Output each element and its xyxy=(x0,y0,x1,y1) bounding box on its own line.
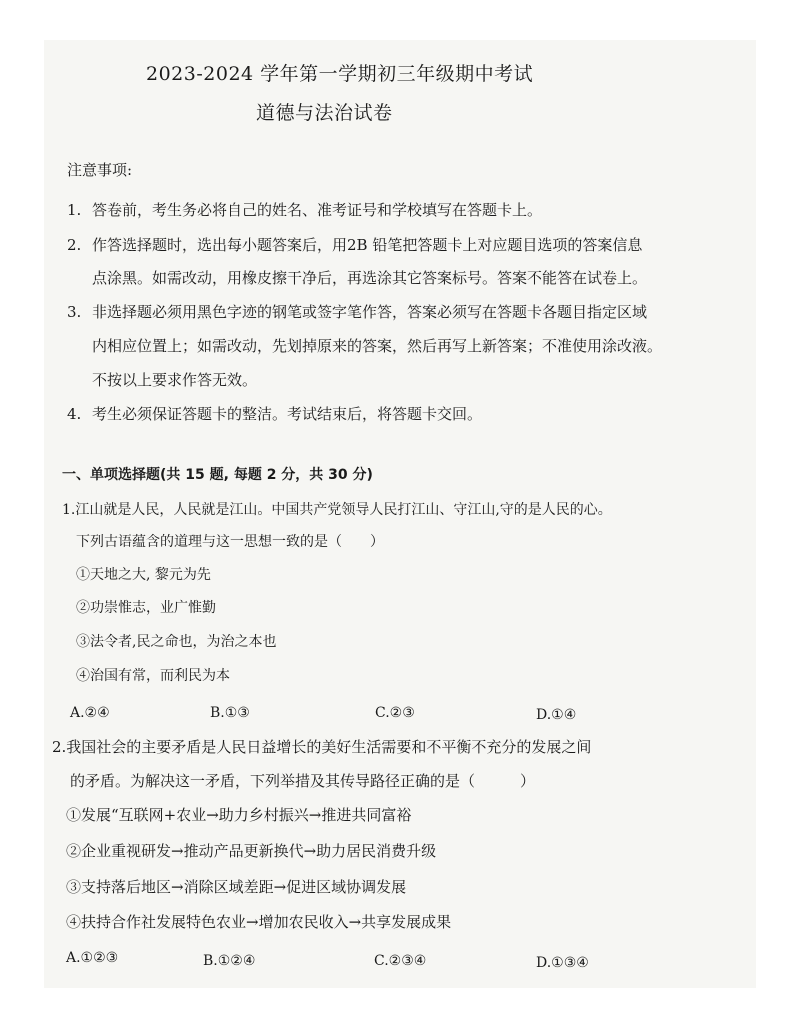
section-heading: 一、单项选择题(共 15 题, 每题 2 分，共 30 分) xyxy=(62,467,373,483)
question-1-item-1: ①天地之大, 黎元为先 xyxy=(76,567,211,583)
question-1-item-4: ④治国有常，而利民为本 xyxy=(76,668,230,684)
question-2-item-2: ②企业重视研发→推动产品更新换代→助力居民消费升级 xyxy=(66,842,437,860)
question-2-stem-line1: 2.我国社会的主要矛盾是人民日益增长的美好生活需要和不平衡不充分的发展之间 xyxy=(52,738,592,756)
question-1-option-c[interactable]: C.②③ xyxy=(375,705,415,721)
exam-title: 2023-2024 学年第一学期初三年级期中考试 xyxy=(146,63,534,85)
note-3-text-line2: 内相应位置上；如需改动，先划掉原来的答案，然后再写上新答案；不准使用涂改液。 xyxy=(92,337,663,355)
note-1-text: 答卷前，考生务必将自己的姓名、准考证号和学校填写在答题卡上。 xyxy=(92,201,543,219)
question-2-item-3: ③支持落后地区→消除区域差距→促进区域协调发展 xyxy=(66,878,407,896)
question-1-item-3: ③法令者,民之命也，为治之本也 xyxy=(76,634,277,650)
note-3-number: 3. xyxy=(67,303,82,321)
question-2-option-d[interactable]: D.①③④ xyxy=(536,955,589,971)
question-1-stem-line1: 1.江山就是人民，人民就是江山。中国共产党领导人民打江山、守江山,守的是人民的心。 xyxy=(62,502,612,518)
question-2-stem-line2: 的矛盾。为解决这一矛盾，下列举措及其传导路径正确的是（ ） xyxy=(70,772,536,790)
note-4-number: 4. xyxy=(67,405,82,423)
question-2-option-c[interactable]: C.②③④ xyxy=(374,953,427,969)
note-3-text-line3: 不按以上要求作答无效。 xyxy=(92,371,258,389)
exam-subject-title: 道德与法治试卷 xyxy=(256,102,393,124)
question-1-option-b[interactable]: B.①③ xyxy=(210,705,250,721)
question-1-option-a[interactable]: A.②④ xyxy=(70,705,110,721)
note-2-text-line2: 点涂黑。如需改动，用橡皮擦干净后，再选涂其它答案标号。答案不能答在试卷上。 xyxy=(92,269,648,287)
note-3-text-line1: 非选择题必须用黑色字迹的钢笔或签字笔作答，答案必须写在答题卡各题目指定区域 xyxy=(92,303,648,321)
question-2-option-b[interactable]: B.①②④ xyxy=(203,953,256,969)
question-1-item-2: ②功崇惟志，业广惟勤 xyxy=(76,600,216,616)
notes-heading: 注意事项: xyxy=(67,161,133,179)
question-2-item-1: ①发展“互联网+农业→助力乡村振兴→推进共同富裕 xyxy=(66,806,412,824)
question-2-item-4: ④扶持合作社发展特色农业→增加农民收入→共享发展成果 xyxy=(66,913,452,931)
question-1-stem-line2: 下列古语蕴含的道理与这一思想一致的是（ ） xyxy=(76,534,384,550)
note-4-text: 考生必须保证答题卡的整洁。考试结束后，将答题卡交回。 xyxy=(92,405,483,423)
note-2-text-line1: 作答选择题时，选出每小题答案后，用2B 铅笔把答题卡上对应题目选项的答案信息 xyxy=(92,236,643,254)
note-2-number: 2. xyxy=(67,236,82,254)
note-1-number: 1. xyxy=(67,201,82,219)
question-2-option-a[interactable]: A.①②③ xyxy=(66,950,119,966)
question-1-option-d[interactable]: D.①④ xyxy=(536,707,577,723)
